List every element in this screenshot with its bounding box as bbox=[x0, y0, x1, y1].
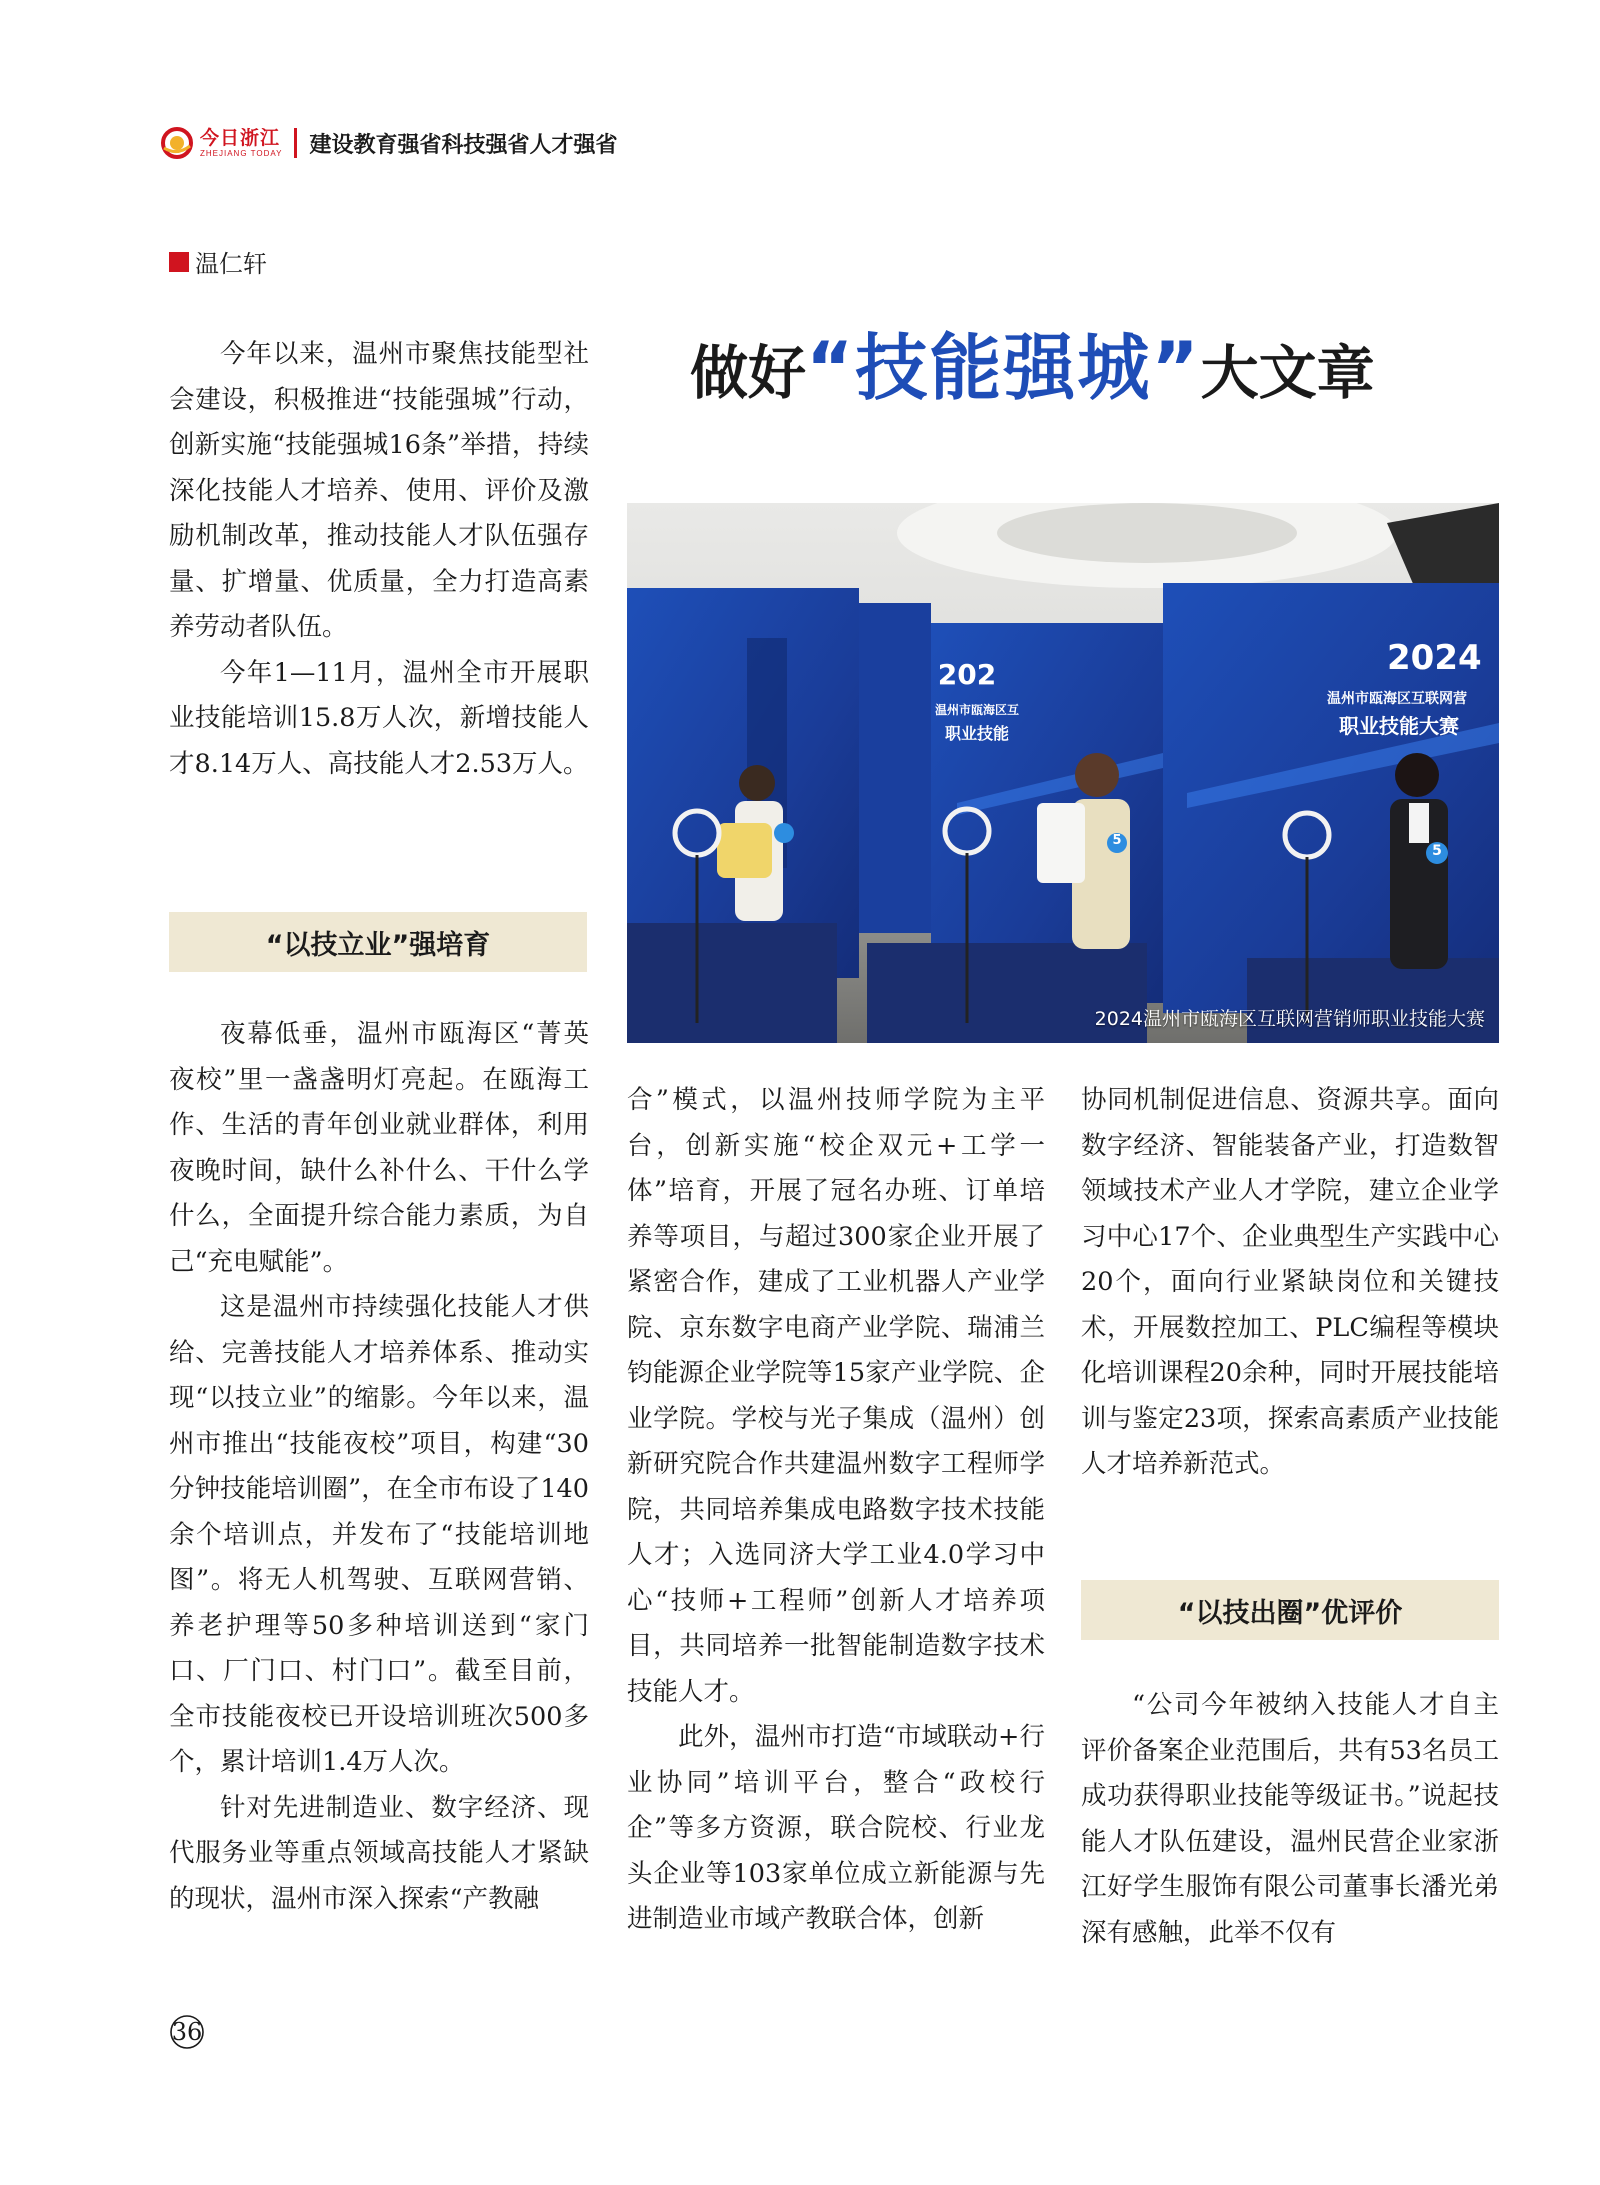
paragraph: 今年以来，温州市聚焦技能型社会建设，积极推进“技能强城”行动，创新实施“技能强城16条”举措，持续深化技能人才培养、使用、评价及激励机制改革，推动技能人才队伍强存量、扩增量、优质量，全力打造高素养劳动者队伍。 bbox=[169, 339, 589, 642]
author-line bbox=[169, 244, 267, 279]
badge-right: 5 bbox=[1432, 843, 1442, 859]
board-left-year: 202 bbox=[937, 658, 997, 691]
paragraph: 此外，温州市打造“市域联动+行业协同”培训平台，整合“政校行企”等多方资源，联合院校、行业龙头企业等103家单位成立新能源与先进制造业市域产教联合体，创新 bbox=[627, 1722, 1045, 1934]
title-suffix: 大文章 bbox=[1200, 339, 1375, 407]
author-name: 温仁轩 bbox=[195, 250, 267, 278]
badge-left: 5 bbox=[1112, 833, 1122, 848]
board-year: 2024 bbox=[1387, 638, 1482, 678]
page-header bbox=[160, 120, 617, 166]
title-highlight: “技能强城” bbox=[806, 326, 1201, 410]
board-left-line1: 温州市瓯海区互 bbox=[934, 703, 1019, 717]
board-line2: 职业技能大赛 bbox=[1339, 714, 1459, 738]
paragraph: 夜幕低垂，温州市瓯海区“菁英夜校”里一盏盏明灯亮起。在瓯海工作、生活的青年创业就业群体，利用夜晚时间，缺什么补什么、干什么学什么，全面提升综合能力素质，为自己“充电赋能”。 bbox=[169, 1019, 589, 1277]
paragraph: 今年1—11月，温州全市开展职业技能培训15.8万人次，新增技能人才8.14万人、高技能人才2.53万人。 bbox=[169, 657, 589, 779]
title-prefix: 做好 bbox=[690, 339, 807, 407]
paragraph: 这是温州市持续强化技能人才供给、完善技能人才培养体系、推动实现“以技立业”的缩影。今年以来，温州市推出“技能夜校”项目，构建“30分钟技能培训圈”，在全市布设了140余个培训点，并发布了“技能培训地图”。将无人机驾驶、互联网营销、养老护理等50多种培训送到“家门口、厂门口、村门口”。截至目前，全市技能夜校已开设培训班次500多个，累计培训1.4万人次。 bbox=[169, 1292, 589, 1777]
paragraph: “公司今年被纳入技能人才自主评价备案企业范围后，共有53名员工成功获得职业技能等级证书。”说起技能人才队伍建设，温州民营企业家浙江好学生服饰有限公司董事长潘光弟深有感触，此举不仅有 bbox=[1081, 1690, 1499, 1948]
paragraph: 协同机制促进信息、资源共享。面向数字经济、智能装备产业，打造数智领域技术产业人才学院，建立企业学习中心17个、企业典型生产实践中心20个，面向行业紧缺岗位和关键技术，开展数控加工、PLC编程等模块化培训课程20余种，同时开展技能培训与鉴定23项，探索高素质产业技能人才培养新范式。 bbox=[1081, 1085, 1499, 1479]
column-3-top bbox=[1081, 1078, 1499, 1488]
column-1-bottom bbox=[169, 1012, 589, 1922]
board-left-line2: 职业技能 bbox=[944, 724, 1009, 743]
author-marker-icon bbox=[169, 252, 189, 272]
zhejiang-today-logo-icon bbox=[160, 126, 194, 160]
section-heading: “以技出圈”优评价 bbox=[1081, 1580, 1499, 1640]
paragraph: 合”模式，以温州技师学院为主平台，创新实施“校企双元+工学一体”培育，开展了冠名办班、订单培养等项目，与超过300家企业开展了紧密合作，建成了工业机器人产业学院、京东数字电商产业学院、瑞浦兰钧能源企业学院等15家产业学院、企业学院。学校与光子集成（温州）创新研究院合作共建温州数字工程师学院，共同培养集成电路数字技术技能人才；入选同济大学工业4.0学习中心“技师+工程师”创新人才培养项目，共同培养一批智能制造数字技术技能人才。 bbox=[627, 1085, 1045, 1707]
board-line1: 温州市瓯海区互联网营 bbox=[1327, 691, 1467, 707]
column-2 bbox=[627, 1078, 1045, 1943]
article-title bbox=[690, 310, 1375, 414]
logo-en: ZHEJIANG TODAY bbox=[200, 148, 283, 158]
column-3-bottom bbox=[1081, 1683, 1499, 1956]
logo-cn: 今日浙江 bbox=[200, 126, 281, 149]
paragraph: 针对先进制造业、数字经济、现代服务业等重点领域高技能人才紧缺的现状，温州市深入探索“产教融 bbox=[169, 1792, 589, 1914]
header-divider bbox=[294, 128, 297, 158]
competition-photo bbox=[627, 503, 1499, 1043]
section-heading: “以技立业”强培育 bbox=[169, 912, 587, 972]
column-1-top bbox=[169, 332, 589, 787]
header-section-title: 建设教育强省科技强省人才强省 bbox=[309, 132, 618, 158]
photo-caption: 2024温州市瓯海区互联网营销师职业技能大赛 bbox=[1094, 1008, 1485, 1030]
page-number bbox=[168, 2013, 206, 2051]
logo-text bbox=[200, 126, 283, 158]
page-number-text: 36 bbox=[171, 2018, 203, 2046]
